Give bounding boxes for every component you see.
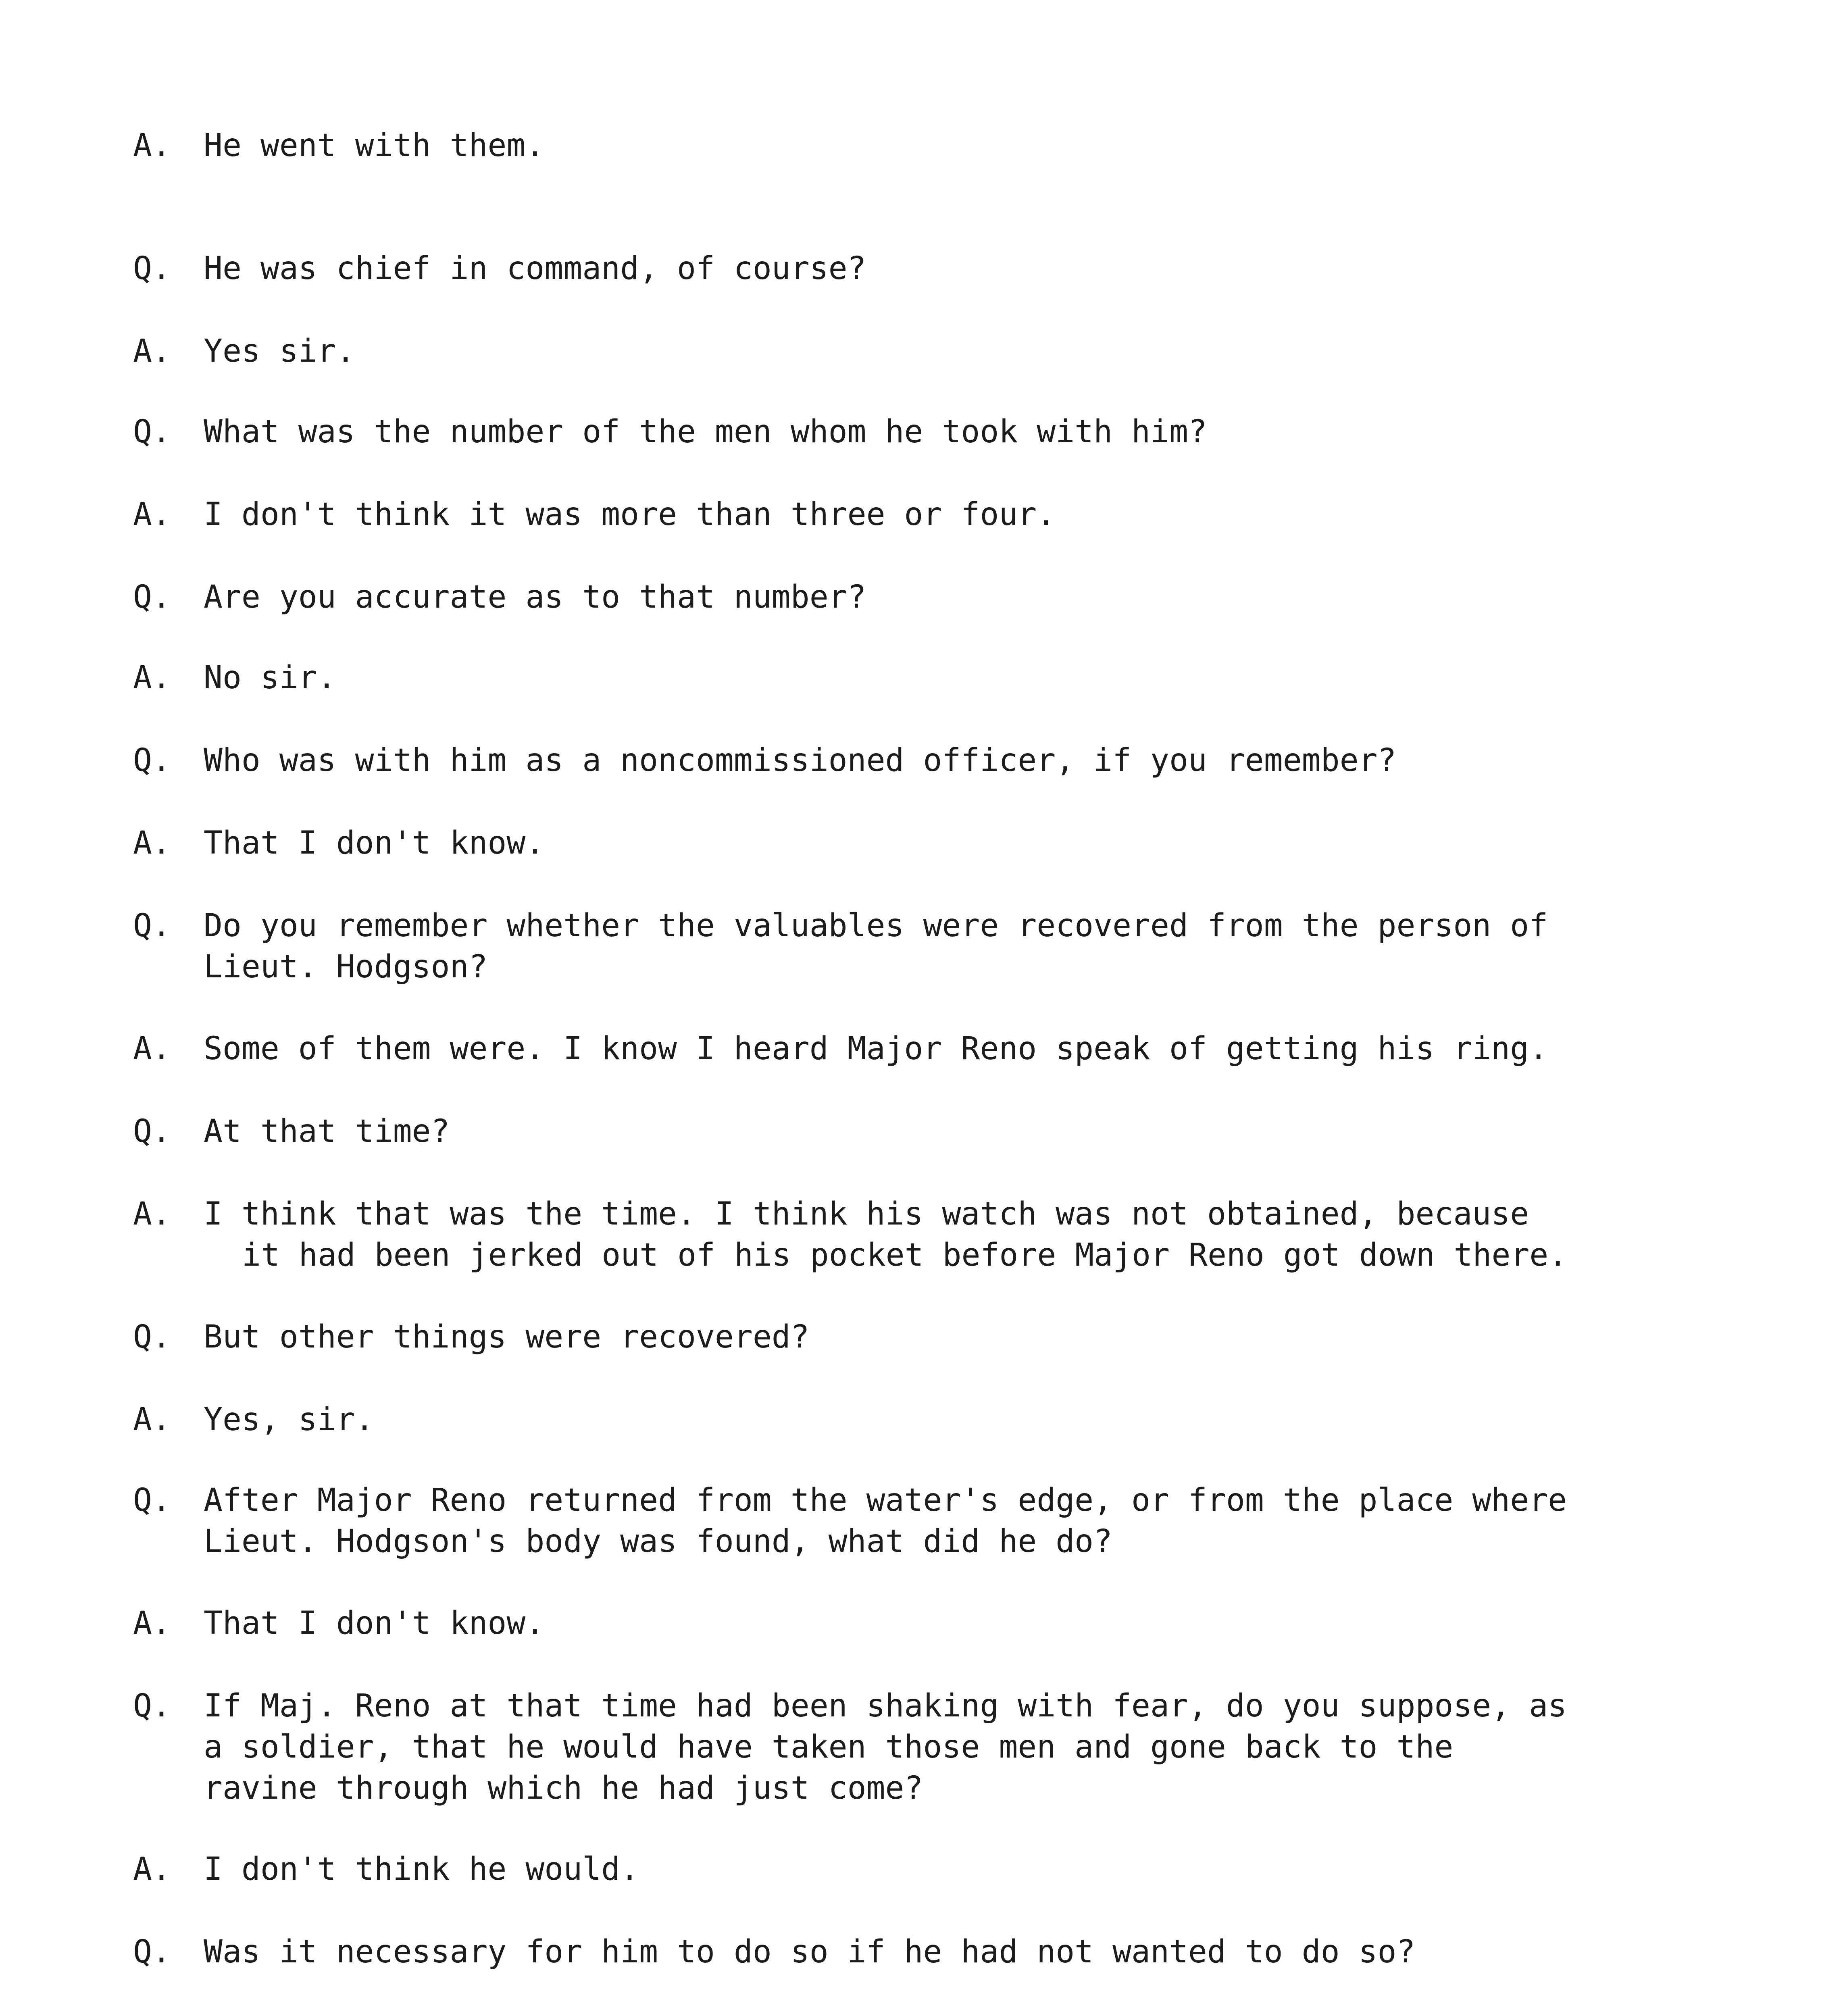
- entry-text: [204, 1399, 1744, 1440]
- speaker-label: Q.: [133, 1113, 171, 1150]
- speaker-label: A.: [133, 825, 171, 861]
- text-line: Are you accurate as to that number?: [204, 579, 866, 615]
- speaker-label: Q.: [133, 1688, 171, 1724]
- text-line: What was the number of the men whom he took with him?: [204, 414, 1207, 450]
- speaker-label: A.: [133, 660, 171, 696]
- text-line: I think that was the time. I think his watch was not obtained, because: [204, 1196, 1529, 1232]
- text-line: Was it necessary for him to do so if he had not wanted to do so?: [204, 1934, 1416, 1970]
- entry-text: [204, 331, 1744, 372]
- entry-text: [204, 1480, 1744, 1562]
- entry-text: [204, 1316, 1744, 1358]
- speaker-label: A.: [133, 1196, 171, 1232]
- entry-text: [204, 1685, 1744, 1809]
- text-line: Yes, sir.: [204, 1402, 374, 1438]
- entry-text: [204, 823, 1744, 864]
- speaker-label: Q.: [133, 579, 171, 615]
- entry-text: [204, 1603, 1744, 1644]
- speaker-label: Q.: [133, 908, 171, 944]
- text-line: I don't think it was more than three or four.: [204, 496, 1056, 533]
- speaker-label: Q.: [133, 250, 171, 287]
- text-line: a soldier, that he would have taken those men and gone back to the: [204, 1729, 1454, 1765]
- speaker-label: A.: [133, 1031, 171, 1067]
- speaker-label: A.: [133, 1402, 171, 1438]
- entry-text: [204, 248, 1744, 289]
- entry-text: [204, 125, 1744, 166]
- entry-text: [204, 411, 1744, 452]
- text-line: That I don't know.: [204, 1605, 545, 1641]
- text-line: At that time?: [204, 1113, 450, 1150]
- text-line: it had been jerked out of his pocket before Major Reno got down there.: [242, 1237, 1568, 1273]
- text-line: No sir.: [204, 660, 336, 696]
- text-line: ravine through which he had just come?: [204, 1770, 923, 1806]
- entry-text: [204, 494, 1744, 535]
- speaker-label: A.: [133, 1851, 171, 1887]
- text-line: But other things were recovered?: [204, 1319, 810, 1355]
- text-line: I don't think he would.: [204, 1851, 639, 1887]
- speaker-label: Q.: [133, 742, 171, 779]
- entry-text: [204, 740, 1744, 781]
- speaker-label: A.: [133, 1605, 171, 1641]
- entry-text: [204, 1931, 1744, 1972]
- text-line: Do you remember whether the valuables were recovered from the person of: [204, 908, 1548, 944]
- speaker-label: A.: [133, 127, 171, 164]
- text-line: He went with them.: [204, 127, 545, 164]
- speaker-label: Q.: [133, 1482, 171, 1518]
- text-line: Some of them were. I know I heard Major Reno speak of getting his ring.: [204, 1031, 1548, 1067]
- entry-text: [204, 2014, 1744, 2016]
- text-line: If Maj. Reno at that time had been shaking with fear, do you suppose, as: [204, 1688, 1567, 1724]
- speaker-label: Q.: [133, 1319, 171, 1355]
- text-line: After Major Reno returned from the water's edge, or from the place where: [204, 1482, 1567, 1518]
- speaker-label: [133, 2014, 190, 2016]
- entry-text: [204, 1849, 1744, 1890]
- speaker-label: A.: [133, 333, 171, 369]
- entry-text: [204, 1028, 1744, 1069]
- text-line: Lieut. Hodgson?: [204, 949, 488, 985]
- text-line: He was chief in command, of course?: [204, 250, 866, 287]
- text-line: [204, 2014, 1744, 2016]
- entry-text: [204, 1193, 1744, 1276]
- entry-text: [204, 657, 1744, 698]
- entry-text: [204, 905, 1744, 987]
- text-line: That I don't know.: [204, 825, 545, 861]
- entry-text: [204, 1111, 1744, 1152]
- text-line: Who was with him as a noncommissioned officer, if you remember?: [204, 742, 1397, 779]
- text-line: Lieut. Hodgson's body was found, what did he do?: [204, 1523, 1113, 1560]
- text-line: Yes sir.: [204, 333, 355, 369]
- entry-text: [204, 577, 1744, 618]
- speaker-label: Q.: [133, 414, 171, 450]
- speaker-label: A.: [133, 496, 171, 533]
- speaker-label: Q.: [133, 1934, 171, 1970]
